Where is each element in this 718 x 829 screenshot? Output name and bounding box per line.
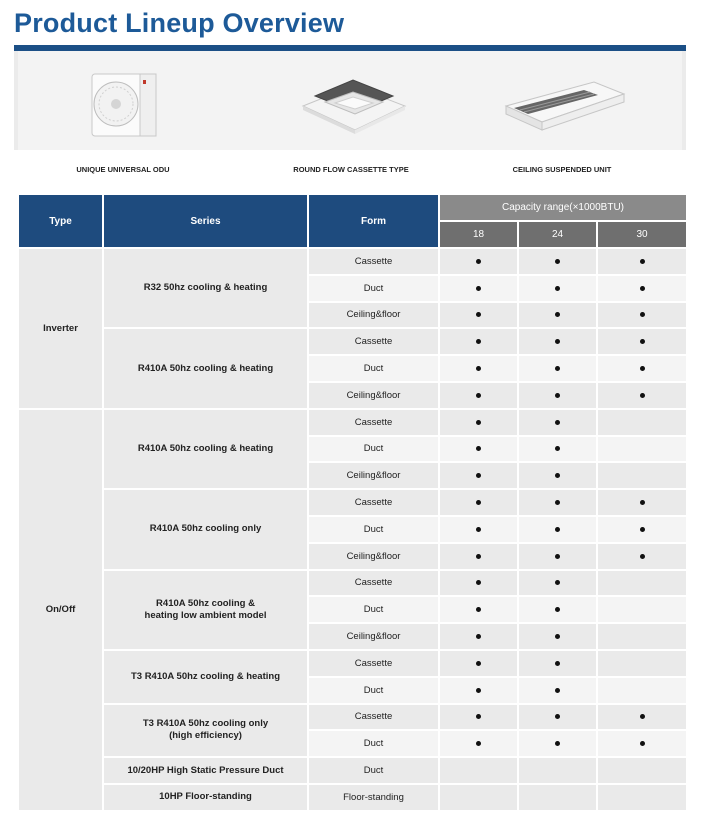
capacity-cell-18: [439, 248, 518, 275]
form-cell: Duct: [308, 275, 439, 302]
capacity-cell-30: [597, 757, 687, 784]
capacity-cell-24: [518, 462, 597, 489]
availability-dot: [555, 286, 560, 291]
capacity-cell-18: [439, 704, 518, 731]
availability-dot: [476, 312, 481, 317]
table-row: [18, 757, 687, 784]
capacity-cell-24: [518, 248, 597, 275]
capacity-cell-18: [439, 436, 518, 463]
availability-dot: [476, 500, 481, 505]
availability-dot: [640, 554, 645, 559]
capacity-cell-18: [439, 462, 518, 489]
capacity-cell-30: [597, 382, 687, 409]
availability-dot: [476, 286, 481, 291]
capacity-cell-18: [439, 623, 518, 650]
series-cell: R32 50hz cooling & heating: [103, 248, 308, 328]
capacity-cell-24: [518, 543, 597, 570]
availability-dot: [476, 393, 481, 398]
header-capacity-30: 30: [597, 221, 687, 248]
series-cell: 10HP Floor-standing: [103, 784, 308, 811]
series-cell: T3 R410A 50hz cooling & heating: [103, 650, 308, 704]
capacity-cell-24: [518, 516, 597, 543]
cassette-unit-image: [295, 72, 411, 138]
form-cell: Duct: [308, 516, 439, 543]
capacity-cell-24: [518, 784, 597, 811]
availability-dot: [555, 554, 560, 559]
availability-dot: [555, 473, 560, 478]
header-capacity: Capacity range(×1000BTU): [439, 194, 687, 221]
form-cell: Floor-standing: [308, 784, 439, 811]
table-row: [18, 328, 687, 355]
capacity-cell-30: [597, 328, 687, 355]
capacity-cell-18: [439, 784, 518, 811]
availability-dot: [555, 339, 560, 344]
capacity-cell-24: [518, 355, 597, 382]
availability-dot: [555, 580, 560, 585]
form-cell: Ceiling&floor: [308, 623, 439, 650]
availability-dot: [476, 446, 481, 451]
availability-dot: [555, 312, 560, 317]
form-cell: Cassette: [308, 650, 439, 677]
series-cell: 10/20HP High Static Pressure Duct: [103, 757, 308, 784]
availability-dot: [476, 661, 481, 666]
header-capacity-24: 24: [518, 221, 597, 248]
availability-dot: [476, 259, 481, 264]
availability-dot: [640, 339, 645, 344]
form-cell: Cassette: [308, 704, 439, 731]
form-cell: Duct: [308, 677, 439, 704]
availability-dot: [555, 741, 560, 746]
availability-dot: [555, 420, 560, 425]
product-caption-cassette: ROUND FLOW CASSETTE TYPE: [293, 165, 409, 174]
header-form: Form: [308, 194, 439, 248]
type-cell: Inverter: [18, 248, 103, 409]
availability-dot: [555, 527, 560, 532]
type-cell: On/Off: [18, 409, 103, 811]
capacity-cell-18: [439, 275, 518, 302]
availability-dot: [640, 741, 645, 746]
form-cell: Cassette: [308, 489, 439, 516]
table-row: [18, 570, 687, 597]
table-row: [18, 784, 687, 811]
availability-dot: [555, 661, 560, 666]
capacity-cell-24: [518, 650, 597, 677]
capacity-cell-30: [597, 730, 687, 757]
series-cell: R410A 50hz cooling only: [103, 489, 308, 569]
availability-dot: [555, 714, 560, 719]
form-cell: Duct: [308, 596, 439, 623]
header-series: Series: [103, 194, 308, 248]
capacity-cell-30: [597, 623, 687, 650]
capacity-cell-30: [597, 570, 687, 597]
form-cell: Cassette: [308, 570, 439, 597]
series-cell: R410A 50hz cooling & heating: [103, 328, 308, 408]
capacity-cell-30: [597, 409, 687, 436]
capacity-cell-18: [439, 382, 518, 409]
capacity-cell-24: [518, 275, 597, 302]
form-cell: Duct: [308, 757, 439, 784]
form-cell: Duct: [308, 355, 439, 382]
capacity-cell-18: [439, 650, 518, 677]
capacity-cell-24: [518, 302, 597, 329]
form-cell: Duct: [308, 436, 439, 463]
series-cell: R410A 50hz cooling & heating low ambient model: [103, 570, 308, 650]
capacity-cell-18: [439, 730, 518, 757]
product-lineup-table: [17, 193, 688, 812]
product-caption-ceiling: CEILING SUSPENDED UNIT: [512, 165, 612, 174]
form-cell: Cassette: [308, 328, 439, 355]
availability-dot: [476, 714, 481, 719]
availability-dot: [555, 607, 560, 612]
capacity-cell-24: [518, 623, 597, 650]
table-row: [18, 409, 687, 436]
capacity-cell-24: [518, 328, 597, 355]
availability-dot: [476, 420, 481, 425]
availability-dot: [476, 607, 481, 612]
capacity-cell-30: [597, 275, 687, 302]
availability-dot: [640, 393, 645, 398]
capacity-cell-24: [518, 704, 597, 731]
form-cell: Duct: [308, 730, 439, 757]
product-caption-odu: UNIQUE UNIVERSAL ODU: [76, 165, 170, 174]
availability-dot: [476, 473, 481, 478]
capacity-cell-30: [597, 355, 687, 382]
page-title: Product Lineup Overview: [14, 8, 345, 38]
capacity-cell-18: [439, 489, 518, 516]
availability-dot: [555, 634, 560, 639]
capacity-cell-24: [518, 436, 597, 463]
capacity-cell-30: [597, 302, 687, 329]
form-cell: Ceiling&floor: [308, 462, 439, 489]
availability-dot: [476, 554, 481, 559]
availability-dot: [476, 634, 481, 639]
availability-dot: [555, 366, 560, 371]
availability-dot: [476, 527, 481, 532]
capacity-cell-30: [597, 650, 687, 677]
availability-dot: [555, 393, 560, 398]
availability-dot: [640, 366, 645, 371]
capacity-cell-30: [597, 677, 687, 704]
capacity-cell-24: [518, 409, 597, 436]
capacity-cell-30: [597, 489, 687, 516]
capacity-cell-18: [439, 516, 518, 543]
capacity-cell-24: [518, 757, 597, 784]
capacity-cell-18: [439, 543, 518, 570]
capacity-cell-18: [439, 328, 518, 355]
series-cell: R410A 50hz cooling & heating: [103, 409, 308, 489]
form-cell: Ceiling&floor: [308, 382, 439, 409]
table-body: [18, 248, 687, 811]
form-cell: Cassette: [308, 248, 439, 275]
outdoor-unit-image: [88, 68, 160, 140]
availability-dot: [476, 366, 481, 371]
capacity-cell-18: [439, 596, 518, 623]
availability-dot: [555, 688, 560, 693]
capacity-cell-18: [439, 302, 518, 329]
header-capacity-18: 18: [439, 221, 518, 248]
availability-dot: [555, 446, 560, 451]
availability-dot: [640, 714, 645, 719]
capacity-cell-18: [439, 757, 518, 784]
capacity-cell-24: [518, 677, 597, 704]
series-cell: T3 R410A 50hz cooling only (high efficiency): [103, 704, 308, 758]
capacity-cell-24: [518, 489, 597, 516]
capacity-cell-30: [597, 248, 687, 275]
capacity-cell-30: [597, 462, 687, 489]
capacity-cell-30: [597, 784, 687, 811]
capacity-cell-30: [597, 543, 687, 570]
capacity-cell-18: [439, 409, 518, 436]
ceiling-unit-image: [502, 78, 628, 140]
table-row: [18, 704, 687, 731]
form-cell: Cassette: [308, 409, 439, 436]
availability-dot: [640, 286, 645, 291]
availability-dot: [640, 527, 645, 532]
capacity-cell-30: [597, 516, 687, 543]
capacity-cell-18: [439, 677, 518, 704]
availability-dot: [555, 259, 560, 264]
availability-dot: [640, 259, 645, 264]
availability-dot: [476, 580, 481, 585]
capacity-cell-18: [439, 355, 518, 382]
form-cell: Ceiling&floor: [308, 302, 439, 329]
table-row: [18, 248, 687, 275]
capacity-cell-30: [597, 704, 687, 731]
availability-dot: [476, 339, 481, 344]
table-row: [18, 650, 687, 677]
availability-dot: [476, 688, 481, 693]
availability-dot: [640, 500, 645, 505]
availability-dot: [476, 741, 481, 746]
capacity-cell-24: [518, 596, 597, 623]
capacity-cell-24: [518, 570, 597, 597]
availability-dot: [555, 500, 560, 505]
header-type: Type: [18, 194, 103, 248]
capacity-cell-24: [518, 382, 597, 409]
capacity-cell-18: [439, 570, 518, 597]
availability-dot: [640, 312, 645, 317]
capacity-cell-30: [597, 436, 687, 463]
table-row: [18, 489, 687, 516]
capacity-cell-24: [518, 730, 597, 757]
capacity-cell-30: [597, 596, 687, 623]
form-cell: Ceiling&floor: [308, 543, 439, 570]
